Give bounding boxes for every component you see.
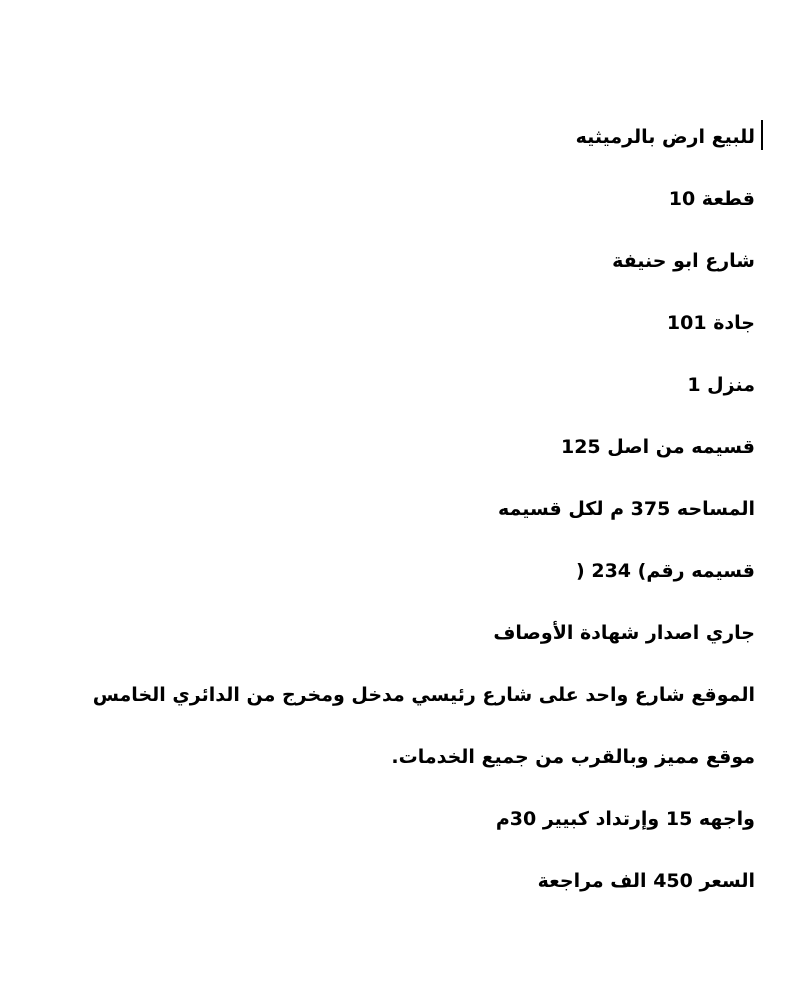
document-line-1-text: للبيع ارض بالرميثيه bbox=[575, 126, 755, 148]
document-line-9-text: جاري اصدار شهادة الأوصاف bbox=[493, 622, 755, 644]
document-line-2-text: قطعة 10 bbox=[668, 188, 755, 210]
document-line-11[interactable] bbox=[15, 726, 755, 788]
document-line-12-text: واجهه 15 وإرتداد كبيير 30م bbox=[495, 808, 755, 830]
document-line-5-text: منزل 1 bbox=[687, 374, 755, 396]
document-line-12[interactable] bbox=[15, 788, 755, 850]
document-line-5[interactable] bbox=[15, 354, 755, 416]
document-line-6[interactable] bbox=[15, 416, 755, 478]
document-line-3[interactable] bbox=[15, 230, 755, 292]
document-line-6-text: قسيمه من اصل 125 bbox=[560, 436, 755, 458]
document-line-1[interactable] bbox=[15, 106, 755, 168]
document-body[interactable] bbox=[15, 106, 755, 912]
document-line-10-text: الموقع شارع واحد على شارع رئيسي مدخل ومخرج من الدائري الخامس bbox=[92, 684, 755, 706]
document-line-4-text: جادة 101 bbox=[666, 312, 755, 334]
document-line-13-text: السعر 450 الف مراجعة bbox=[537, 870, 755, 892]
document-line-2[interactable] bbox=[15, 168, 755, 230]
document-line-13[interactable] bbox=[15, 850, 755, 912]
document-line-8-text: قسيمه رقم) 234 ( bbox=[576, 560, 755, 582]
text-cursor bbox=[761, 120, 763, 150]
document-line-9[interactable] bbox=[15, 602, 755, 664]
document-line-7-text: المساحه 375 م لكل قسيمه bbox=[497, 498, 755, 520]
document-line-11-text: موقع مميز وبالقرب من جميع الخدمات. bbox=[391, 746, 755, 768]
document-line-10[interactable] bbox=[15, 664, 755, 726]
document-line-8[interactable] bbox=[15, 540, 755, 602]
document-line-7[interactable] bbox=[15, 478, 755, 540]
document-line-4[interactable] bbox=[15, 292, 755, 354]
document-line-3-text: شارع ابو حنيفة bbox=[612, 250, 755, 272]
